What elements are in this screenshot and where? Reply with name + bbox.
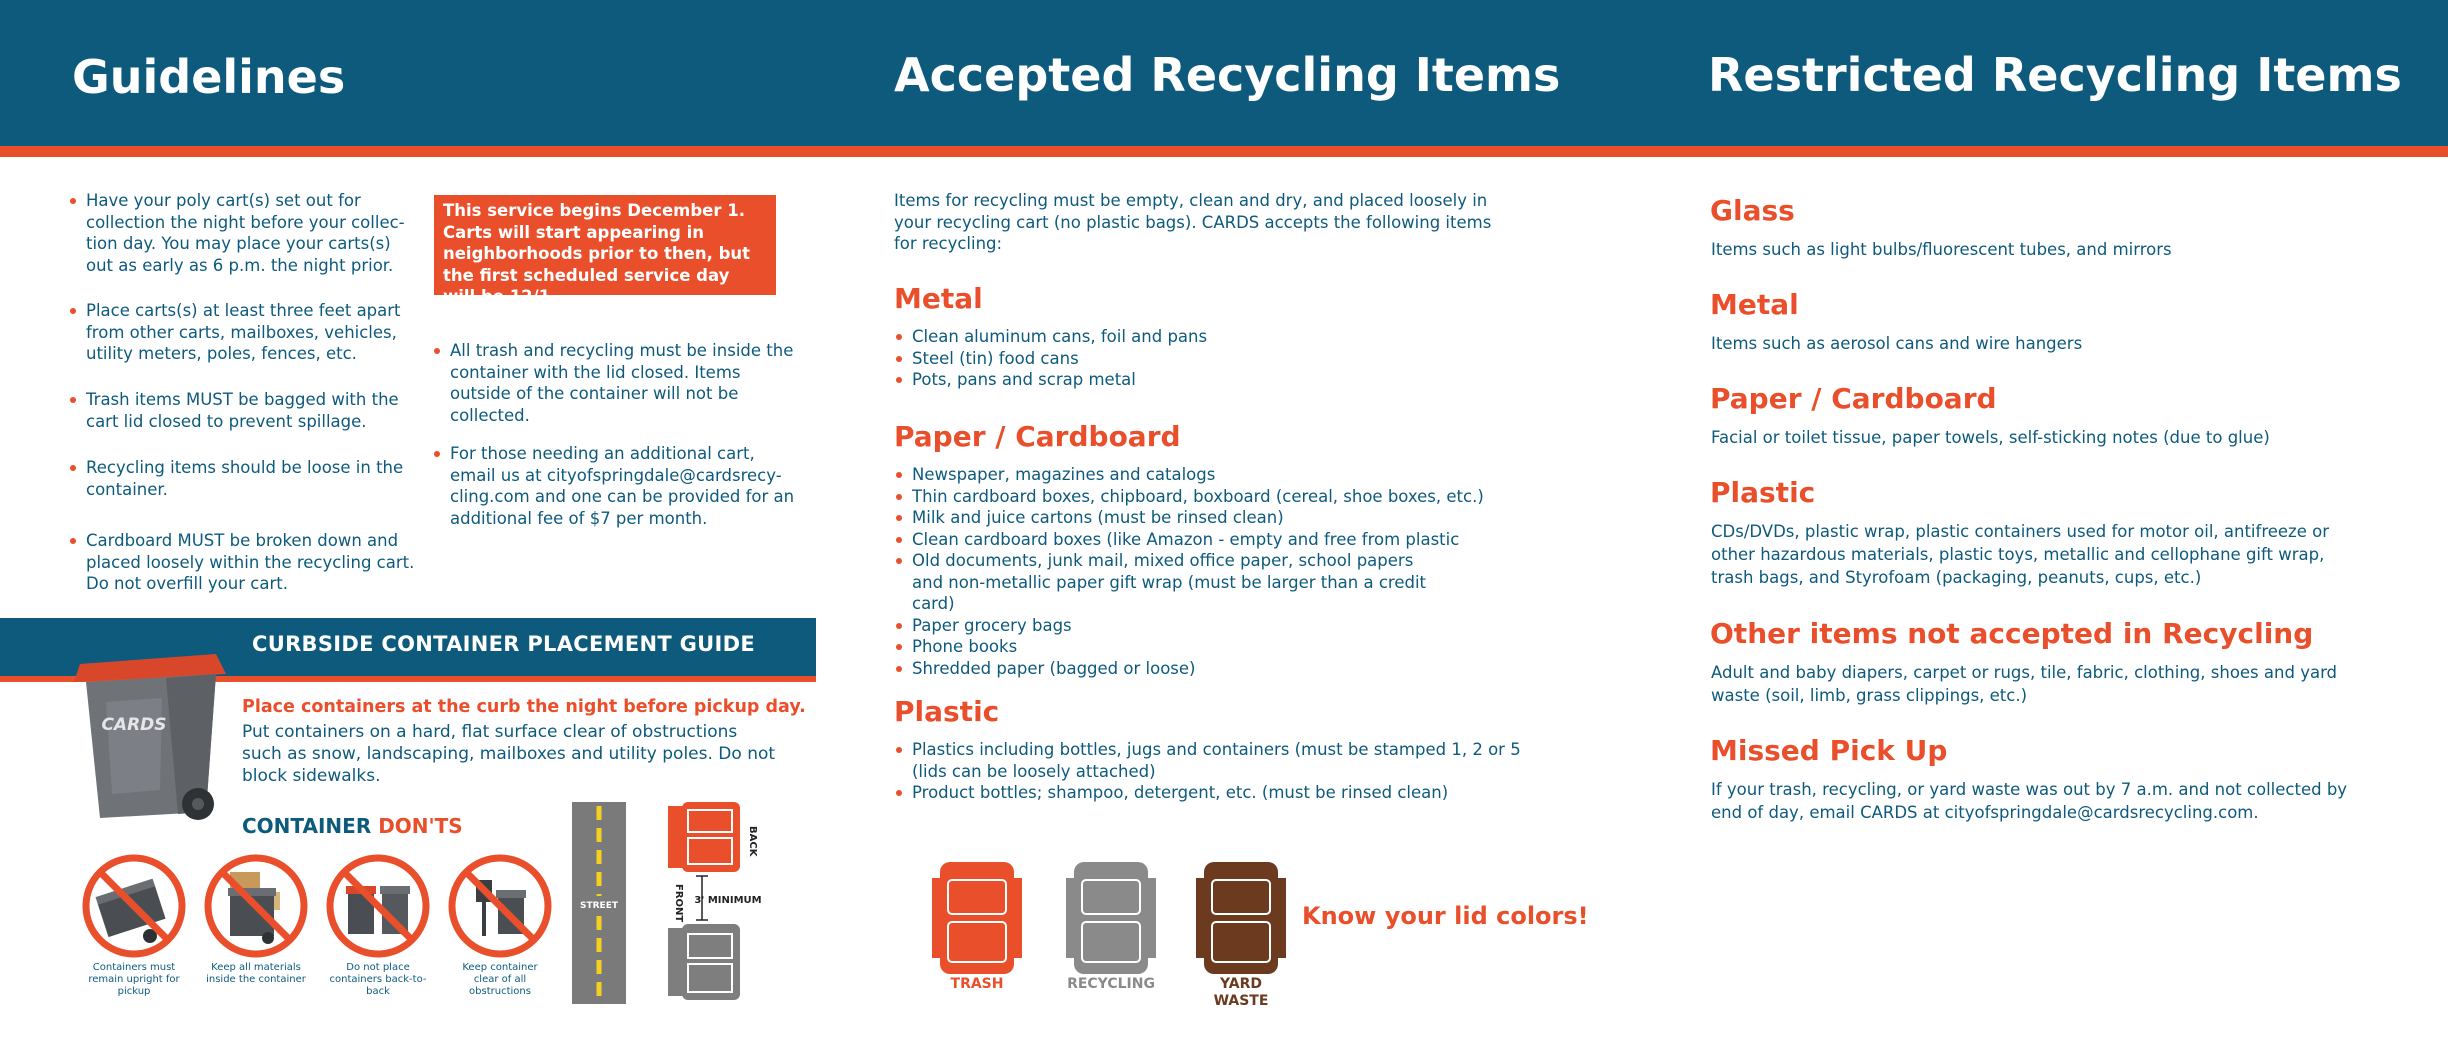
accepted-paper-title: Paper / Cardboard: [894, 420, 1181, 453]
dont-caption: Keep container clear of all obstructions: [462, 962, 538, 997]
accepted-metal-list: [896, 326, 1536, 391]
trash-cart-illustration: [66, 640, 236, 826]
trash-lid-label: TRASH: [950, 976, 1004, 992]
list-item: Paper grocery bags: [896, 615, 1496, 637]
back-label: BACK: [747, 826, 758, 857]
guidelines-title: Guidelines: [72, 50, 346, 104]
list-item: Plastics including bottles, jugs and containers (must be stamped 1, 2 or 5 (lids can be loosely attached): [896, 739, 1526, 782]
list-item: Steel (tin) food cans: [896, 348, 1536, 370]
list-item: Clean aluminum cans, foil and pans: [896, 326, 1536, 348]
list-item: Phone books: [896, 636, 1496, 658]
guideline-item: Trash items MUST be bagged with the cart lid closed to prevent spillage.: [70, 389, 420, 432]
restricted-plastic-title: Plastic: [1710, 476, 1816, 509]
accepted-title: Accepted Recycling Items: [894, 48, 1561, 102]
list-item: Newspaper, magazines and catalogs: [896, 464, 1496, 486]
guidelines-left-list: [70, 190, 420, 593]
recycling-lid-label: RECYCLING: [1067, 976, 1155, 992]
guideline-item: Have your poly cart(s) set out for collection the night before your collec-tion day. You may place your carts(s) out as early as 6 p.m. the night prior.: [70, 190, 420, 276]
restricted-paper-title: Paper / Cardboard: [1710, 382, 1997, 415]
restricted-other-title: Other items not accepted in Recycling: [1710, 617, 2314, 650]
guideline-item: Recycling items should be loose in the container.: [70, 457, 420, 500]
guidelines-right-list: [434, 340, 804, 528]
dont-caption: Containers must remain upright for pickup: [88, 962, 180, 997]
dont-caption: Keep all materials inside the container: [206, 962, 306, 985]
recycling-lid-icon: [1066, 858, 1156, 978]
placement-title: Place containers at the curb the night before pickup day.: [242, 697, 806, 717]
dont-obstruction-icon: [446, 852, 554, 960]
front-label: FRONT: [673, 884, 684, 923]
dont-tipped-cart-icon: [80, 852, 188, 960]
street-label: STREET: [580, 901, 618, 911]
list-item: Pots, pans and scrap metal: [896, 369, 1536, 391]
list-item: Clean cardboard boxes (like Amazon - empty and free from plastic: [896, 529, 1496, 551]
accepted-plastic-title: Plastic: [894, 695, 1000, 728]
accepted-plastic-list: [896, 739, 1526, 804]
know-lid-colors: Know your lid colors!: [1302, 902, 1589, 930]
restricted-paper-text: Facial or toilet tissue, paper towels, self-sticking notes (due to glue): [1711, 428, 2270, 447]
accepted-intro: Items for recycling must be empty, clean and dry, and placed loosely in your recycling cart (no plastic bags). CARDS accepts the following items for recycling:: [894, 191, 1492, 253]
guideline-item: Cardboard MUST be broken down and placed loosely within the recycling cart. Do not overfill your cart.: [70, 530, 420, 595]
yard-waste-lid-icon: [1196, 858, 1286, 978]
placement-diagram: [572, 800, 792, 1006]
missed-pickup-title: Missed Pick Up: [1710, 734, 1948, 767]
accepted-metal-title: Metal: [894, 282, 983, 315]
list-item: Thin cardboard boxes, chipboard, boxboard (cereal, shoe boxes, etc.): [896, 486, 1496, 508]
guideline-item: All trash and recycling must be inside the container with the lid closed. Items outside of the container will not be collected.: [434, 340, 804, 426]
dont-caption: Do not place containers back-to-back: [329, 962, 427, 997]
list-item: Shredded paper (bagged or loose): [896, 658, 1496, 680]
container-donts-heading: CONTAINER DON'TS: [242, 814, 463, 838]
trash-lid-icon: [932, 858, 1022, 978]
restricted-metal-title: Metal: [1710, 288, 1799, 321]
minimum-label: 3' MINIMUM: [694, 895, 762, 906]
dont-overfilled-cart-icon: [202, 852, 310, 960]
restricted-metal-text: Items such as aerosol cans and wire hangers: [1711, 334, 2083, 353]
missed-pickup-text: If your trash, recycling, or yard waste was out by 7 a.m. and not collected by end of day, email CARDS at cityofspringdale@cardsrecycling.com.: [1711, 780, 2348, 822]
restricted-glass-title: Glass: [1710, 194, 1795, 227]
restricted-other-text: Adult and baby diapers, carpet or rugs, tile, fabric, clothing, shoes and yard waste (soil, limb, grass clippings, etc.): [1711, 663, 2338, 705]
guideline-item: Place carts(s) at least three feet apart from other carts, mailboxes, vehicles, utility meters, poles, fences, etc.: [70, 300, 420, 365]
header-stripe: [0, 146, 2448, 157]
restricted-glass-text: Items such as light bulbs/fluorescent tubes, and mirrors: [1711, 240, 2172, 259]
list-item: Product bottles; shampoo, detergent, etc. (must be rinsed clean): [896, 782, 1526, 804]
accepted-paper-list: [896, 464, 1496, 679]
cart-logo-text: CARDS: [101, 715, 167, 735]
restricted-title: Restricted Recycling Items: [1708, 48, 2402, 102]
placement-banner-title: CURBSIDE CONTAINER PLACEMENT GUIDE: [252, 632, 755, 656]
list-item: Milk and juice cartons (must be rinsed clean): [896, 507, 1496, 529]
guideline-item: For those needing an additional cart, email us at cityofspringdale@cardsrecy-cling.com and one can be provided for an additional fee of $7 per month.: [434, 443, 804, 529]
list-item: Old documents, junk mail, mixed office paper, school papers and non-metallic paper gift wrap (must be larger than a credit card): [896, 550, 1436, 615]
yard-waste-lid-label: YARD WASTE: [1213, 976, 1269, 1009]
dont-back-to-back-icon: [324, 852, 432, 960]
placement-paragraph: Put containers on a hard, flat surface clear of obstructions such as snow, landscaping, mailboxes and utility poles. Do not block sidewalks.: [242, 722, 776, 786]
restricted-plastic-text: CDs/DVDs, plastic wrap, plastic containers used for motor oil, antifreeze or other hazardous materials, plastic toys, metallic and cellophane gift wrap, trash bags, and Styrofoam (packaging, peanuts, cups, etc.): [1711, 522, 2329, 587]
service-notice: This service begins December 1. Carts will start appearing in neighborhoods prior to then, but the first scheduled service day will be 12/1.: [434, 195, 776, 295]
